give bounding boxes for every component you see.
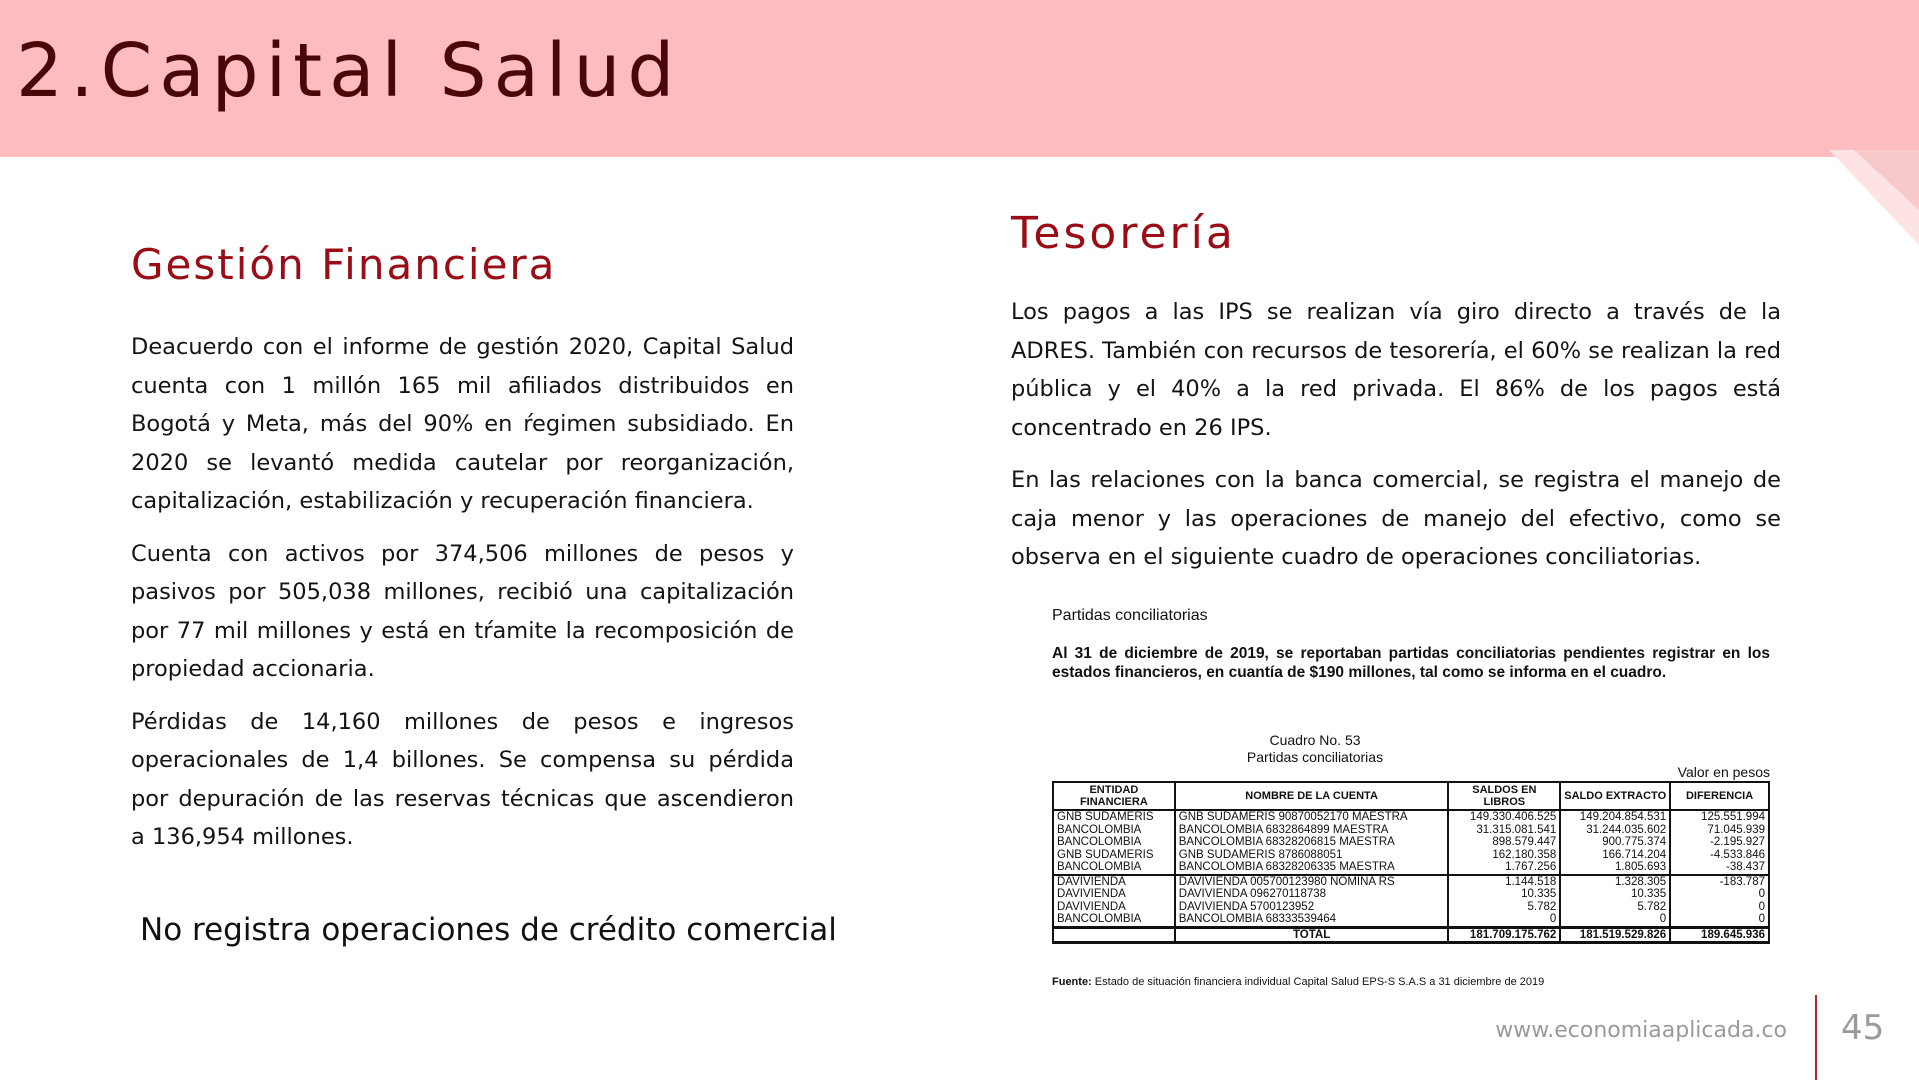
header-banner [0,0,1919,157]
table-cell-cuenta: BANCOLOMBIA 68328206335 MAESTRA [1175,861,1449,875]
table-cell-libros: 1.767.256 [1448,861,1560,875]
gestion-paragraph: Deacuerdo con el informe de gestión 2020, Capital Salud cuenta con 1 millón 165 mil afiliados distribuidos en Bogotá y Meta, más del 90% en ŕegimen subsidiado. En 2020 se levantó medida cautelar por reorganización, capitalización, estabilización y recuperación financiera. [131,334,794,514]
table-row [1053,824,1769,837]
table-cell-cuenta: BANCOLOMBIA 6832864899 MAESTRA [1175,824,1449,837]
gestion-financiera-title: Gestión Financiera [131,240,557,289]
site-url: www.economiaaplicada.co [1495,1018,1787,1043]
page-number: 45 [1841,1008,1885,1048]
gestion-paragraph: Cuenta con activos por 374,506 millones de pesos y pasivos por 505,038 millones, recibió una capitalización por 77 mil millones y está en tŕamite la recomposición de propiedad accionaria. [131,540,794,682]
table-cell-extracto: 5.782 [1560,901,1670,914]
table-cell-entidad: GNB SUDAMERIS [1053,849,1175,862]
gestion-paragraph: Pérdidas de 14,160 millones de pesos e ingresos operacionales de 1,4 billones. Se compensa su pérdida por depuración de las reservas técnicas que ascendieron a 136,954 millones. [131,708,794,850]
tesoreria-paragraph: En las relaciones con la banca comercial, se registra el manejo de caja menor y las operaciones de manejo del efectivo, como se observa en el siguiente cuadro de operaciones conciliatorias. [1011,467,1781,570]
table-cell-cuenta: DAVIVIENDA 096270118738 [1175,888,1449,901]
table-cell-diferencia: -4.533.846 [1670,849,1769,862]
table-cell-cuenta: DAVIVIENDA 5700123952 [1175,901,1449,914]
table-cell-extracto: 0 [1560,913,1670,927]
table-cell-diferencia: 0 [1670,901,1769,914]
figure-caption-title: Partidas conciliatorias [1246,749,1384,765]
table-cell-extracto: 31.244.035.602 [1560,824,1670,837]
total-cell-libros: 181.709.175.762 [1448,927,1560,943]
tesoreria-text [1011,293,1781,591]
table-cell-extracto: 1.328.305 [1560,875,1670,889]
conciliation-figure [1050,600,1770,995]
table-body [1053,810,1769,943]
table-cell-libros: 162.180.358 [1448,849,1560,862]
table-cell-diferencia: 0 [1670,888,1769,901]
header-entidad: ENTIDAD FINANCIERA [1053,782,1175,810]
table-row [1053,913,1769,927]
table-cell-diferencia: -2.195.927 [1670,836,1769,849]
table-cell-diferencia: -38.437 [1670,861,1769,875]
table-cell-diferencia: 71.045.939 [1670,824,1769,837]
gestion-text [131,328,794,871]
table-row [1053,875,1769,889]
table-cell-entidad: BANCOLOMBIA [1053,913,1175,927]
table-cell-extracto: 1.805.693 [1560,861,1670,875]
figure-heading: Partidas conciliatorias [1052,607,1208,624]
source-label: Fuente: [1052,976,1092,988]
total-cell-label: TOTAL [1175,927,1449,943]
header-diferencia: DIFERENCIA [1670,782,1769,810]
header-extracto: SALDO EXTRACTO [1560,782,1670,810]
table-cell-entidad: BANCOLOMBIA [1053,836,1175,849]
table-cell-libros: 5.782 [1448,901,1560,914]
table-cell-entidad: GNB SUDAMERIS [1053,810,1175,824]
table-cell-diferencia: 125.551.994 [1670,810,1769,824]
figure-paragraph: Al 31 de diciembre de 2019, se reportaban partidas conciliatorias pendientes registrar en los estados financieros, en cuantía de $190 millones, tal como se informa en el cuadro. [1052,645,1770,681]
table-cell-extracto: 166.714.204 [1560,849,1670,862]
table-cell-entidad: BANCOLOMBIA [1053,824,1175,837]
table-cell-libros: 31.315.081.541 [1448,824,1560,837]
table-cell-entidad: DAVIVIENDA [1053,888,1175,901]
table-row [1053,888,1769,901]
total-cell-diferencia: 189.645.936 [1670,927,1769,943]
table-cell-cuenta: BANCOLOMBIA 68333539464 [1175,913,1449,927]
figure-caption-number: Cuadro No. 53 [1269,732,1361,748]
table-cell-cuenta: GNB SUDAMERIS 8786088051 [1175,849,1449,862]
table-cell-cuenta: GNB SUDAMERIS 90870052170 MAESTRA [1175,810,1449,824]
table-row [1053,836,1769,849]
conciliation-table [1052,781,1770,944]
table-cell-libros: 10.335 [1448,888,1560,901]
table-cell-diferencia: 0 [1670,913,1769,927]
table-row [1053,861,1769,875]
header-cuenta: NOMBRE DE LA CUENTA [1175,782,1449,810]
total-cell-empty [1053,927,1175,943]
table-total-row [1053,927,1769,943]
credito-note: No registra operaciones de crédito comercial [140,912,837,948]
figure-unit: Valor en pesos [1677,764,1770,780]
table-cell-entidad: BANCOLOMBIA [1053,861,1175,875]
tesoreria-title: Tesorería [1011,208,1236,259]
table-cell-entidad: DAVIVIENDA [1053,901,1175,914]
table-cell-extracto: 149.204.854.531 [1560,810,1670,824]
source-text: Estado de situación financiera individual Capital Salud EPS-S S.A.S a 31 diciembre de 2019 [1094,976,1545,988]
table-row [1053,901,1769,914]
table-cell-libros: 149.330.406.525 [1448,810,1560,824]
table-row [1053,810,1769,824]
table-cell-libros: 1.144.518 [1448,875,1560,889]
table-cell-extracto: 10.335 [1560,888,1670,901]
table-cell-entidad: DAVIVIENDA [1053,875,1175,889]
figure-source [1052,976,1544,988]
table-cell-libros: 898.579.447 [1448,836,1560,849]
table-cell-cuenta: BANCOLOMBIA 68328206815 MAESTRA [1175,836,1449,849]
table-row [1053,849,1769,862]
footer-divider [1815,995,1817,1080]
table-cell-extracto: 900.775.374 [1560,836,1670,849]
table-cell-diferencia: -183.787 [1670,875,1769,889]
table-cell-libros: 0 [1448,913,1560,927]
page-title: 2.Capital Salud [16,28,682,114]
total-cell-extracto: 181.519.529.826 [1560,927,1670,943]
header-libros: SALDOS EN LIBROS [1448,782,1560,810]
tesoreria-paragraph: Los pagos a las IPS se realizan vía giro directo a través de la ADRES. También con recursos de tesorería, el 60% se realizan la red pública y el 40% a la red privada. El 86% de los pagos está concentrado en 26 IPS. [1011,299,1781,441]
corner-decoration [1829,150,1919,260]
table-header-row [1053,782,1769,810]
table-cell-cuenta: DAVIVIENDA 005700123980 NOMINA RS [1175,875,1449,889]
